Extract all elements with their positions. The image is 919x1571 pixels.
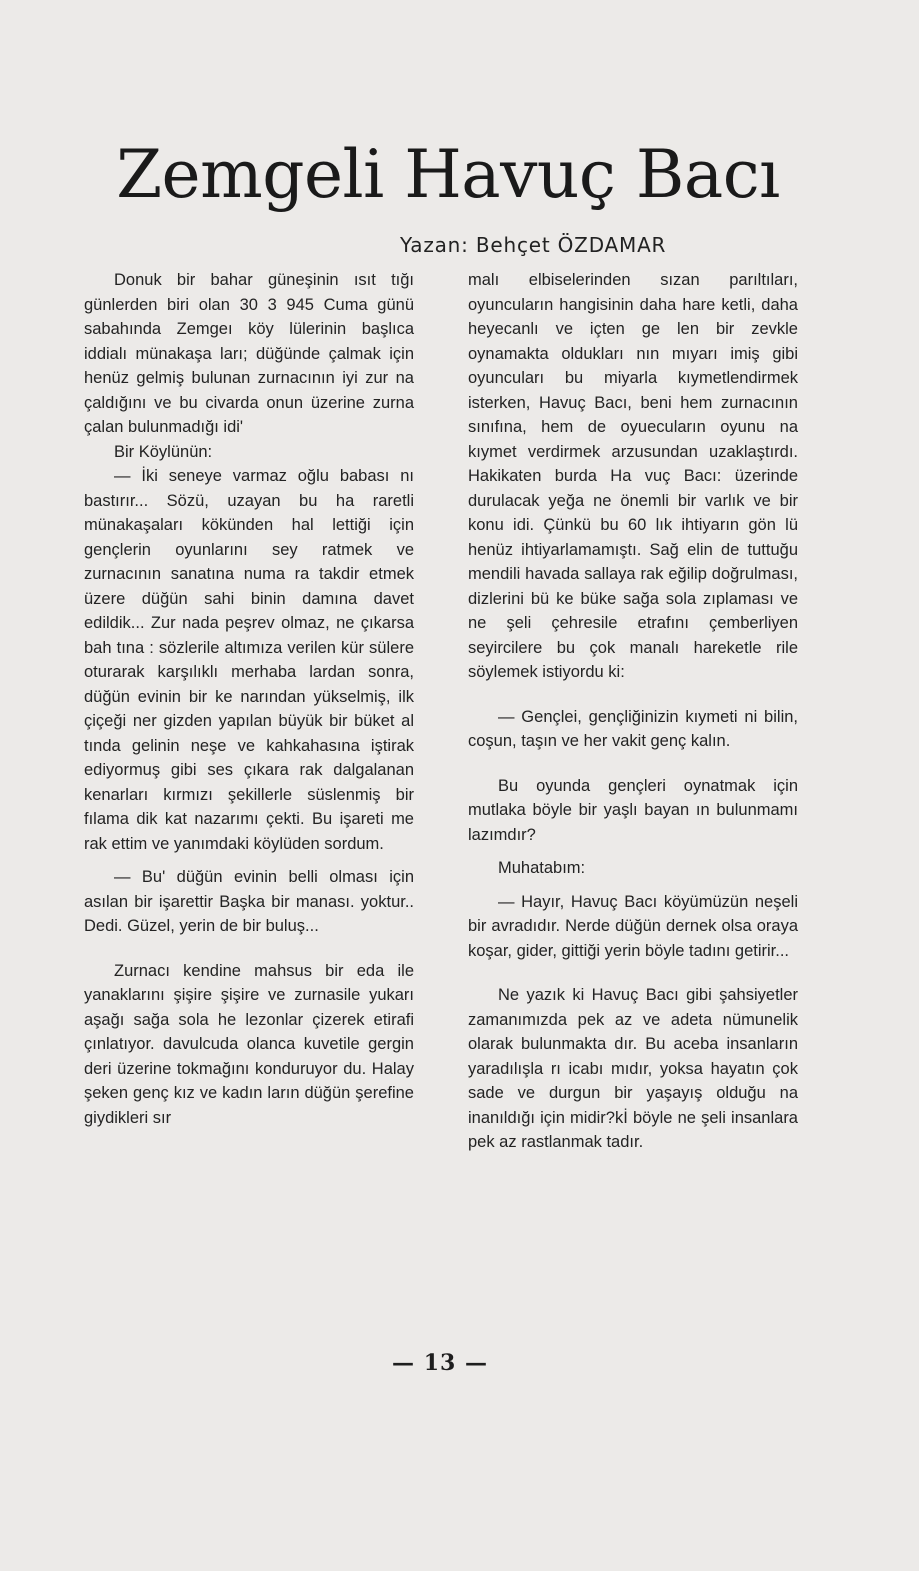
paragraph: — Gençlei, gençliğinizin kıymeti ni bilin, coşun, taşın ve her vakit genç kalın. <box>468 707 798 750</box>
paragraph: Zurnacı kendine mahsus bir eda ile yanaklarını şişire şişire ve zurnasile yukarı aşağı sağa sola he lezonlar çizerek etirafi çınlatıyor. davulcuda olanca kuvetile gergin deri üzerine tokmağını konduruyor du. Halay şeken genç kız ve kadın ların düğün şerefine giydikleri sır <box>84 961 414 1127</box>
paragraph: malı elbiselerinden sızan parıltıları, oyuncuların hangisinin daha hare ketli, daha heyecanlı ve içten ge len bir zevkle oynamakta oldukları nın mıyarı imiş gibi oyuncuları bu miyarla kıymetlendirmek isterken, Havuç Bacı, beni hem zurnacının sınıfına, hem de oyuecuların oyunu na kıymet verdirmek arzusundan uzaklaştırdı. Hakikaten burda Ha vuç Bacı: üzerinde durulacak yeğa ne önemli bir varlık ve bir konu idi. Çünkü bu 60 lık ihtiyarın gön lü henüz ihtiyarlamamıştı. Sağ elin de tuttuğu mendili havada sallaya rak eğilip doğrulması, dizlerini bü ke büke sağa sola zıplaması ve ne şeli çehresile etrafını çemberliyen seyircilere bu çok manalı hareketle rile söylemek istiyordu ki: <box>468 271 798 681</box>
right-text-column <box>468 268 798 1155</box>
left-text-column <box>84 268 414 1130</box>
article-title: Zemgeli Havuç Bacı <box>116 136 780 213</box>
paragraph: — Hayır, Havuç Bacı köyümüzün neşeli bir avradıdır. Nerde düğün dernek olsa oraya koşar, gider, gittiği yerin böyle tadını getirir... <box>468 892 798 960</box>
paragraph: — İki seneye varmaz oğlu babası nı bastırır... Sözü, uzayan bu ha raretli münakaşaları kökünden hal lettiği için gençlerin oyunlarını sey ratmek ve zurnacının sanatına numa ra takdir etmek üzere düğün sahi binin damına davet edildik... Zur nada peşrev olmaz, ne çıkarsa bah tına : sözlerile altımıza verilen kür sülere oturarak karşılıklı merhaba lardan sonra, düğün evinin bir ke narından yükselmiş, ilk çiçeği ner gizden yapılan büyük bir büket al tında gelinin neşe ve kahkahasına iştirak ediyormuş gibi ses çıkara rak dalgalanan kenarları kırmızı şekillerle süslenmiş bir fılama dik kat nazarımı çekti. Bu işareti me rak ettim ve yanımdaki köylüden sordum. <box>84 467 414 853</box>
paragraph: Muhatabım: <box>498 859 586 877</box>
paragraph: — Bu' düğün evinin belli olması için asılan bir işarettir Başka bir manası. yoktur.. Dedi. Güzel, yerin de bir buluş... <box>84 868 414 935</box>
article-author: Yazan: Behçet ÖZDAMAR <box>400 233 667 257</box>
paragraph: Donuk bir bahar güneşinin ısıt tığı günlerden biri olan 30 3 945 Cuma günü sabahında Zemgeı köy lülerinin başlıca iddialı münakaşa ları; düğünde çalmak için henüz gelmiş bulunan zurnacının iyi zur na çaldığını ve bu civarda onun üzerine zurna çalan bulunmadığı idi' <box>84 271 414 436</box>
paragraph: Bir Köylünün: <box>114 442 213 461</box>
paragraph: Bu oyunda gençleri oynatmak için mutlaka böyle bir yaşlı bayan ın bulunmamı lazımdır? <box>468 776 798 844</box>
paragraph: Ne yazık ki Havuç Bacı gibi şahsiyetler zamanımızda pek az ve adeta nümunelik olarak bulunmakta dır. Bu aceba insanların yaradılışla rı icabı mıdır, yoksa hayatın çok sade ve durgun bir yaşayış olduğu na inanıldığı için midir?kİ böyle ne şeli insanlara pek az rastlanmak tadır. <box>468 986 798 1151</box>
page-number: — 13 — <box>392 1350 488 1376</box>
